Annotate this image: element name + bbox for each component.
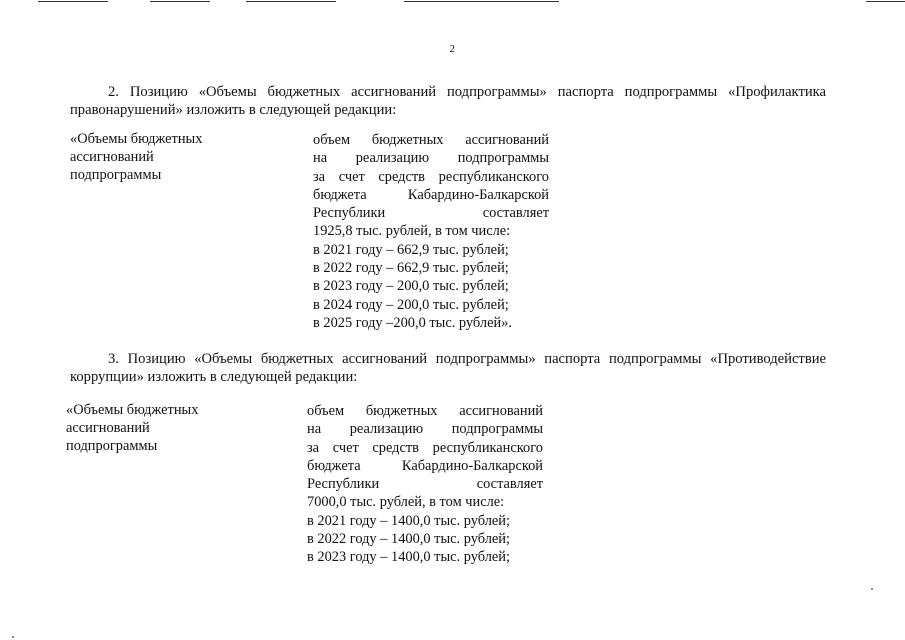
right-cell-line: объем бюджетных ассигнований	[313, 132, 549, 148]
right-cell-line: в 2025 году –200,0 тыс. рублей».	[313, 314, 512, 331]
right-cell-line: бюджета Кабардино-Балкарской	[307, 457, 543, 474]
right-cell-line: Республики составляет	[307, 476, 543, 493]
left-cell-line: подпрограммы	[66, 438, 158, 454]
section2-right-cell	[313, 131, 549, 332]
right-cell-line: на реализацию подпрограммы	[307, 421, 543, 438]
section3-right-cell	[307, 402, 543, 567]
right-cell-line: 1925,8 тыс. рублей, в том числе:	[313, 223, 511, 240]
scan-speck	[12, 636, 14, 638]
scan-speck	[871, 588, 873, 590]
scan-artifact-line	[38, 1, 108, 2]
right-cell-line: в 2022 году – 662,9 тыс. рублей;	[313, 260, 509, 277]
section3-intro-paragraph: 3. Позицию «Объемы бюджетных ассигнований подпрограммы» паспорта подпрограммы «Противодействие коррупции» изложить в следующей редакции:	[70, 351, 826, 385]
left-cell-line: «Объемы бюджетных	[70, 131, 203, 147]
scan-artifact-line	[404, 1, 559, 2]
right-cell-line: бюджета Кабардино-Балкарской	[313, 186, 549, 203]
right-cell-line: в 2022 году – 1400,0 тыс. рублей;	[307, 531, 510, 548]
scan-artifact-line	[866, 1, 905, 2]
left-cell-line: «Объемы бюджетных	[66, 402, 199, 418]
right-cell-line: Республики составляет	[313, 205, 549, 222]
right-cell-line: объем бюджетных ассигнований	[307, 403, 543, 419]
scan-artifact-line	[150, 1, 210, 2]
right-cell-line: на реализацию подпрограммы	[313, 150, 549, 167]
right-cell-line: в 2024 году – 200,0 тыс. рублей;	[313, 296, 509, 313]
right-cell-line: за счет средств республиканского	[313, 168, 549, 185]
right-cell-line: 7000,0 тыс. рублей, в том числе:	[307, 494, 505, 511]
section2-left-cell	[70, 130, 240, 184]
section2-intro-paragraph: 2. Позицию «Объемы бюджетных ассигнований подпрограммы» паспорта подпрограммы «Профилактика правонарушений» изложить в следующей редакции:	[70, 84, 826, 118]
right-cell-line: в 2023 году – 1400,0 тыс. рублей;	[307, 549, 510, 566]
section3-left-cell	[66, 401, 236, 455]
right-cell-line: в 2023 году – 200,0 тыс. рублей;	[313, 278, 509, 295]
scan-artifact-line	[246, 1, 336, 2]
right-cell-line: в 2021 году – 662,9 тыс. рублей;	[313, 241, 509, 258]
right-cell-line: в 2021 году – 1400,0 тыс. рублей;	[307, 512, 510, 529]
page-number: 2	[449, 43, 456, 55]
left-cell-line: ассигнований	[70, 149, 154, 165]
left-cell-line: подпрограммы	[70, 167, 162, 183]
right-cell-line: за счет средств республиканского	[307, 439, 543, 456]
left-cell-line: ассигнований	[66, 420, 150, 436]
